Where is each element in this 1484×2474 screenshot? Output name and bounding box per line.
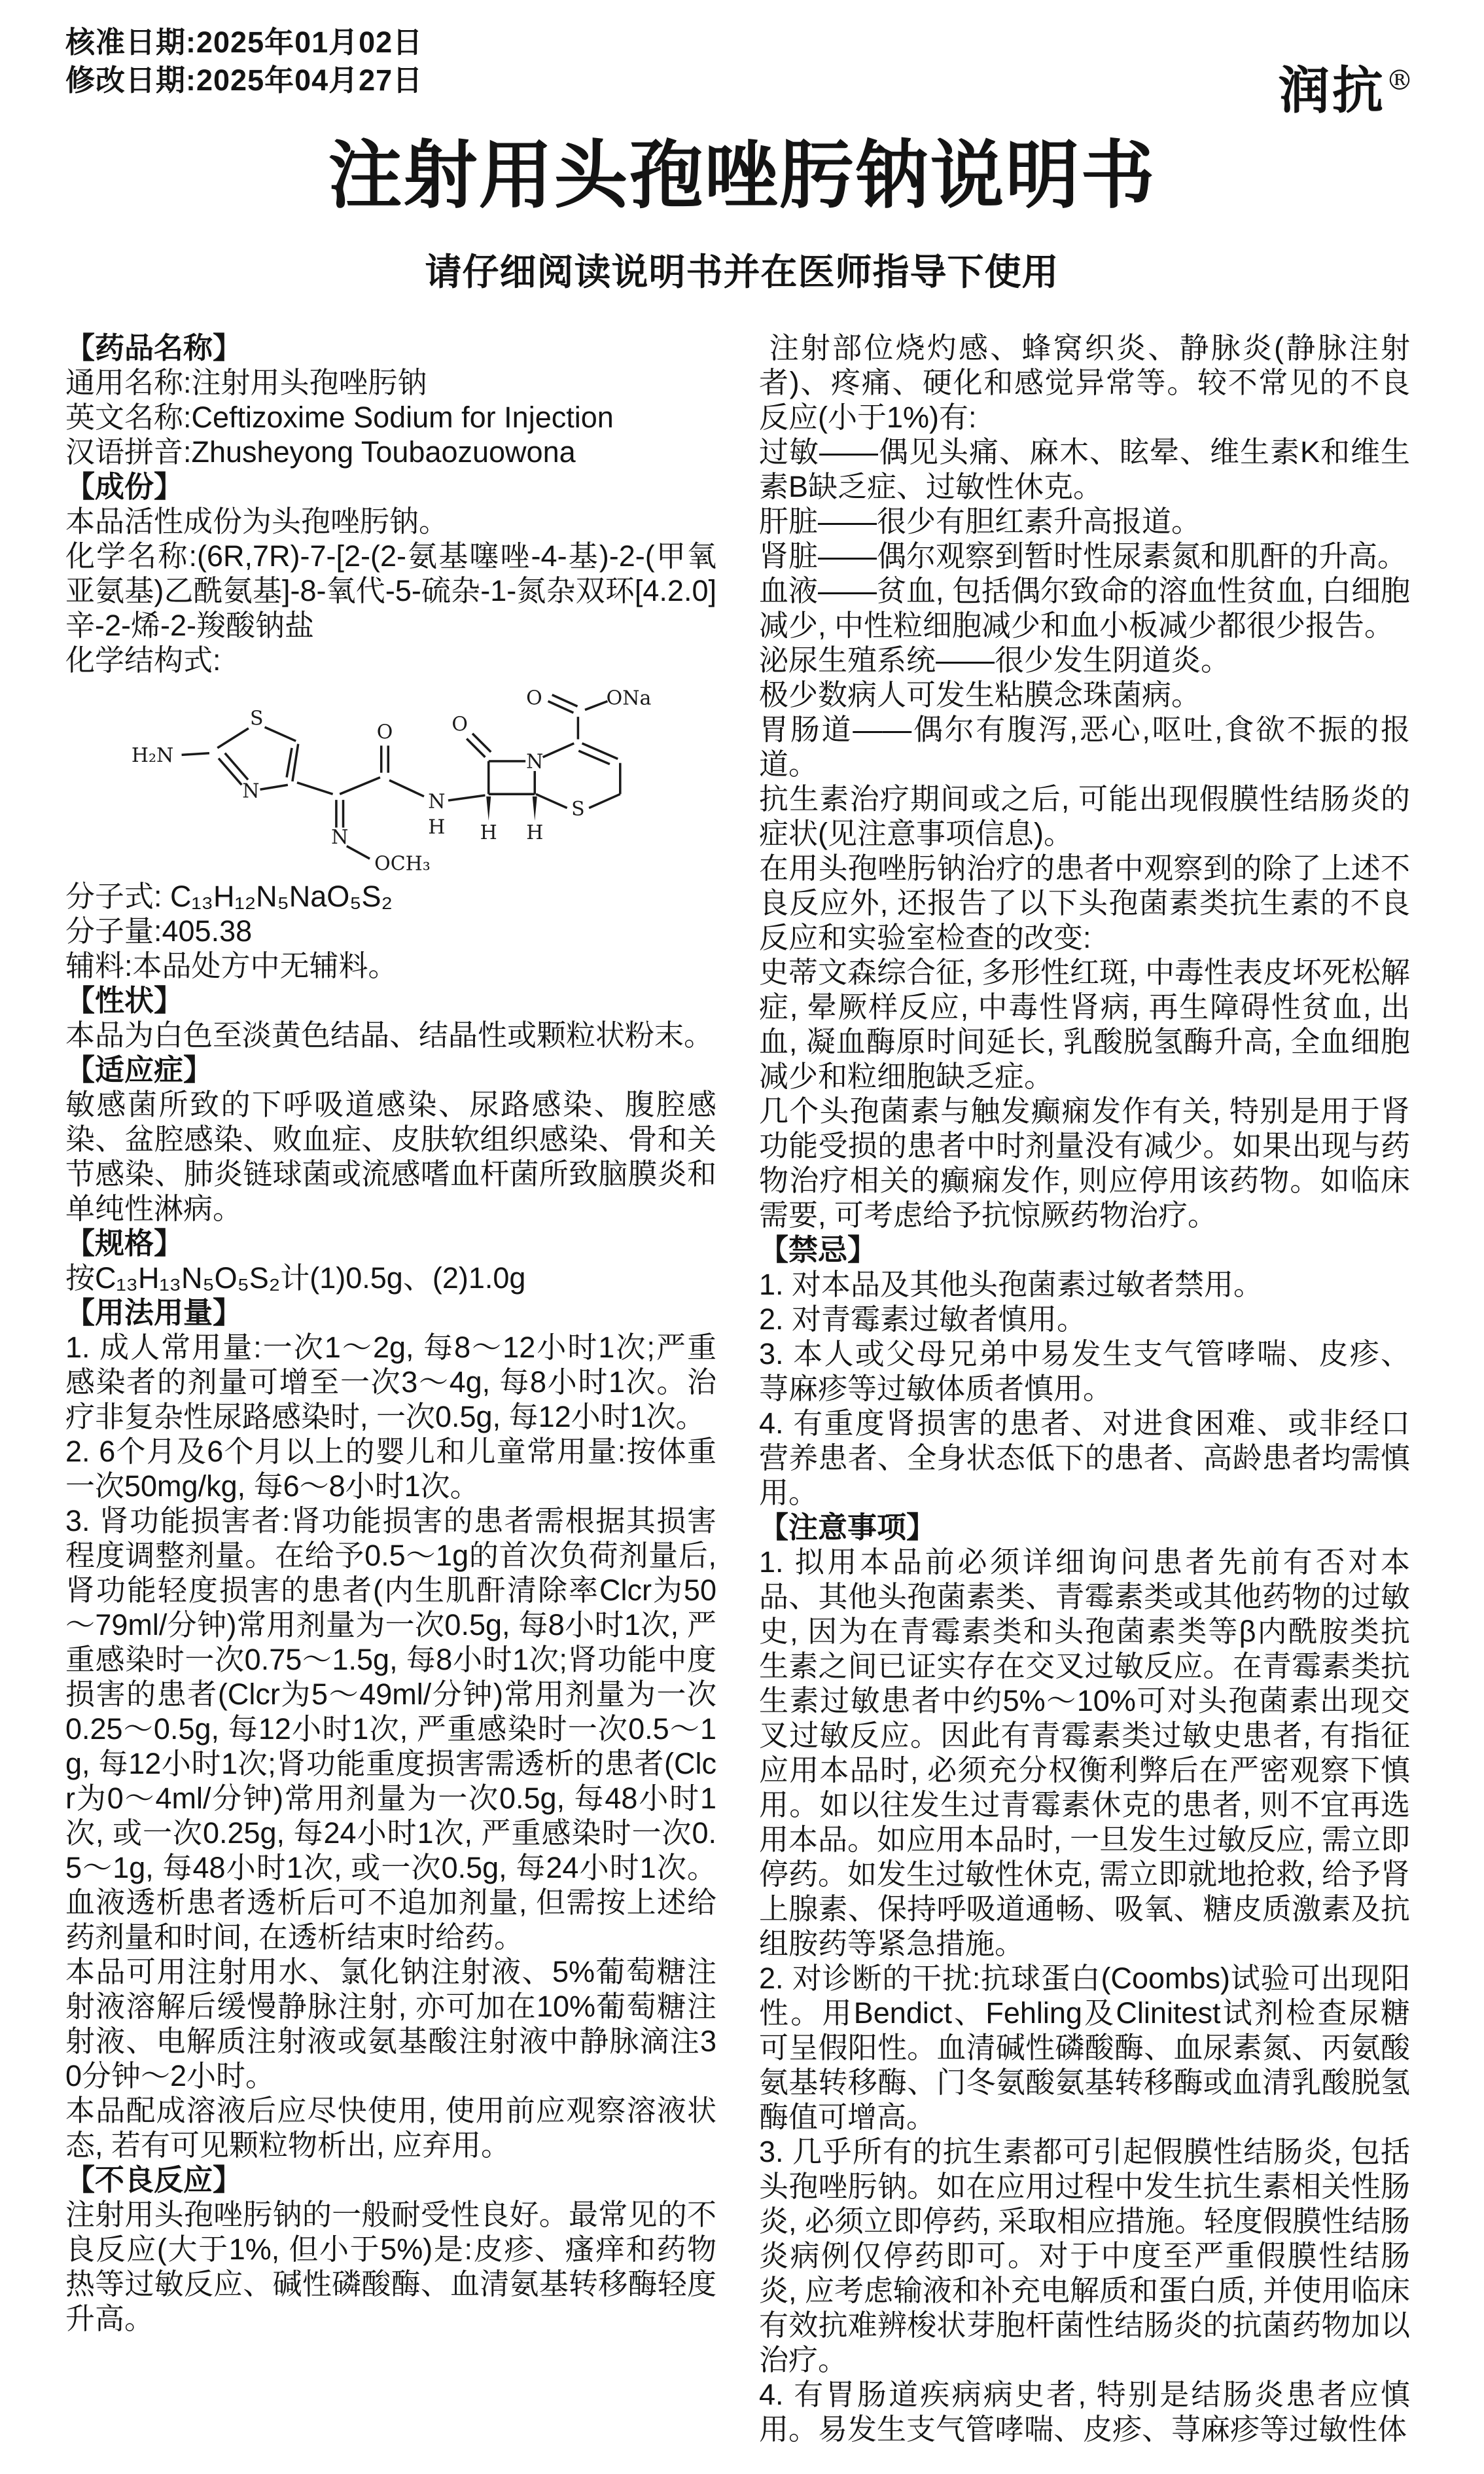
paragraph: 4. 有胃肠道疾病病史者, 特别是结肠炎患者应慎用。易发生支气管哮喘、皮疹、荨麻疹等过敏性体	[759, 2378, 1410, 2446]
paragraph: 1. 成人常用量:一次1～2g, 每8～12小时1次;严重感染者的剂量可增至一次3～4g, 每8小时1次。治疗非复杂性尿路感染时, 一次0.5g, 每12小时1次。	[65, 1331, 716, 1433]
c7-h-label: H	[480, 821, 497, 844]
paragraph: 敏感菌所致的下呼吸道感染、尿路感染、腹腔感染、盆腔感染、败血症、皮肤软组织感染、骨和关节感染、肺炎链球菌或流感嗜血杆菌所致脑膜炎和单纯性淋病。	[65, 1088, 716, 1225]
paragraph: 注射用头孢唑肟钠的一般耐受性良好。最常见的不良反应(大于1%, 但小于5%)是:皮疹、瘙痒和药物热等过敏反应、碱性磷酸酶、血清氨基转移酶轻度升高。	[65, 2198, 716, 2335]
paragraph: 3. 几乎所有的抗生素都可引起假膜性结肠炎, 包括头孢唑肟钠。如在应用过程中发生抗生素相关性肠炎, 必须立即停药, 采取相应措施。轻度假膜性结肠炎病例仅停药即可。对于中度至严重假膜性结肠炎, 应考虑输液和补充电解质和蛋白质, 并使用临床有效抗难辨梭状芽胞杆菌性结肠炎的抗菌药物加以治疗。	[759, 2135, 1411, 2376]
date-block	[65, 24, 423, 99]
section-heading: 【适应症】	[65, 1053, 213, 1086]
carboxyl-o-label: O	[526, 687, 542, 710]
paragraph: 分子量:405.38	[65, 914, 253, 948]
right-column	[759, 331, 1410, 2447]
wedge-bonds	[486, 796, 537, 820]
amide-n-label: N	[428, 789, 446, 813]
paragraph: 4. 有重度肾损害的患者、对进食困难、或非经口营养患者、全身状态低下的患者、高龄患者均需慎用。	[759, 1407, 1410, 1509]
paragraph: 几个头孢菌素与触发癫痫发作有关, 特别是用于肾功能受损的患者中时剂量没有减少。如果出现与药物治疗相关的癫痫发作, 则应停用该药物。如临床需要, 可考虑给予抗惊厥药物治疗。	[759, 1094, 1410, 1232]
paragraph: 化学结构式:	[65, 643, 221, 677]
chemical-structure-drawing	[97, 683, 673, 874]
paragraph: 史蒂文森综合征, 多形性红斑, 中毒性表皮坏死松解症, 晕厥样反应, 中毒性肾病, 再生障碍性贫血, 出血, 凝血酶原时间延长, 乳酸脱氢酶升高, 全血细胞减少和粒细胞缺乏症。	[759, 956, 1411, 1093]
h2n-label: H₂N	[131, 744, 174, 767]
paragraph: 3. 肾功能损害者:肾功能损害的患者需根据其损害程度调整剂量。在给予0.5～1g的首次负荷剂量后, 肾功能轻度损害的患者(内生肌酐清除率Clcr为50～79ml/分钟)常用剂量为一次0.5g, 每8小时1次, 严重感染时一次0.75～1.5g, 每8小时1次;肾功能中度损害的患者(Clcr为5～49ml/分钟)常用剂量为一次0.25～0.5g, 每12小时1次, 严重感染时一次0.5～1g, 每12小时1次;肾功能重度损害需透析的患者(Clcr为0～4ml/分钟)常用剂量为一次0.5g, 每48小时1次, 或一次0.25g, 每24小时1次, 严重感染时一次0.5～1g, 每48小时1次, 或一次0.5g, 每24小时1次。血液透析患者透析后可不追加剂量, 但需按上述给药剂量和时间, 在透析结束时给药。	[65, 1504, 725, 1954]
section-heading: 【成份】	[65, 470, 184, 503]
paragraph: 肾脏——偶尔观察到暂时性尿素氮和肌酐的升高。	[759, 539, 1407, 573]
paragraph: 极少数病人可发生粘膜念珠菌病。	[759, 678, 1201, 711]
registered-trademark-icon: ®	[1386, 64, 1413, 96]
lactam-o-label: O	[451, 712, 468, 736]
paragraph: 2. 对诊断的干扰:抗球蛋白(Coombs)试验可出现阳性。用Bendict、Fehling及Clinitest试剂检查尿糖可呈假阳性。血清碱性磷酸酶、血尿素氮、丙氨酸氨基转移酶、门冬氨酸氨基转移酶或血清乳酸脱氢酶值可增高。	[759, 1962, 1410, 2134]
paragraph: 化学名称:(6R,7R)-7-[2-(2-氨基噻唑-4-基)-2-(甲氧亚氨基)乙酰氨基]-8-氧代-5-硫杂-1-氮杂双环[4.2.0]辛-2-烯-2-羧酸钠盐	[65, 539, 716, 642]
paragraph: 抗生素治疗期间或之后, 可能出现假膜性结肠炎的症状(见注意事项信息)。	[759, 782, 1410, 850]
paragraph: 通用名称:注射用头孢唑肟钠	[65, 366, 427, 399]
paragraph: 肝脏——很少有胆红素升高报道。	[759, 505, 1201, 538]
paragraph: 1. 对本品及其他头孢菌素过敏者禁用。	[759, 1268, 1263, 1301]
paragraph: 过敏——偶见头痛、麻木、眩晕、维生素K和维生素B缺乏症、过敏性休克。	[759, 435, 1410, 503]
brand-logo	[1279, 50, 1413, 123]
paragraph: 分子式: C₁₃H₁₂N₅NaO₅S₂	[65, 880, 393, 913]
paragraph: 本品为白色至淡黄色结晶、结晶性或颗粒状粉末。	[65, 1018, 714, 1052]
amide-o-label: O	[376, 721, 393, 744]
paragraph: 按C₁₃H₁₃N₅O₅S₂计(1)0.5g、(2)1.0g	[65, 1261, 526, 1295]
section-heading: 【注意事项】	[759, 1511, 936, 1544]
approval-date: 核准日期:2025年01月02日	[65, 26, 423, 59]
paragraph: 本品配成溶液后应尽快使用, 使用前应观察溶液状态, 若有可见颗粒物析出, 应弃用。	[65, 2094, 716, 2162]
brand-name: 润抗	[1278, 61, 1386, 120]
paragraph: 2. 对青霉素过敏者慎用。	[759, 1302, 1087, 1336]
paragraph: 1. 拟用本品前必须详细询问患者先前有否对本品、其他头孢菌素类、青霉素类或其他药物的过敏史, 因为在青霉素类和头孢菌素类等β内酰胺类抗生素之间已证实存在交叉过敏反应。在青霉素类抗生素过敏患者中约5%～10%可对头孢菌素出现交叉过敏反应。因此有青霉素类过敏史患者, 有指征应用本品时, 必须充分权衡利弊后在严密观察下慎用。如以往发生过青霉素休克的患者, 则不宜再选用本品。如应用本品时, 一旦发生过敏反应, 需立即停药。如发生过敏性休克, 需立即就地抢救, 给予肾上腺素、保持呼吸道通畅、吸氧、糖皮质激素及抗组胺药等紧急措施。	[759, 1545, 1411, 1960]
paragraph: 血液——贫血, 包括偶尔致命的溶血性贫血, 白细胞减少, 中性粒细胞减少和血小板减少都很少报告。	[759, 574, 1411, 642]
paragraph: 汉语拼音:Zhusheyong Toubaozuowona	[65, 435, 576, 469]
paragraph: 英文名称:Ceftizoxime Sodium for Injection	[65, 401, 614, 434]
left-column	[65, 331, 725, 2447]
section-heading: 【药品名称】	[65, 331, 243, 365]
subtitle: 请仔细阅读说明书并在医师指导下使用	[425, 251, 1059, 293]
c6-h-label: H	[526, 821, 544, 844]
ring-s-label: S	[571, 797, 585, 821]
chemical-structure	[65, 681, 716, 875]
section-heading: 【用法用量】	[65, 1296, 243, 1329]
section-heading: 【规格】	[65, 1227, 184, 1260]
ona-label: ONa	[606, 687, 652, 710]
paragraph: 本品活性成份为头孢唑肟钠。	[65, 505, 449, 538]
section-heading: 【禁忌】	[759, 1233, 877, 1266]
page-title: 注射用头孢唑肟钠说明书	[328, 134, 1156, 217]
section-heading: 【不良反应】	[65, 2163, 243, 2196]
ring-n-label: N	[526, 750, 544, 774]
section-heading: 【性状】	[65, 984, 184, 1017]
paragraph: 泌尿生殖系统——很少发生阴道炎。	[759, 643, 1231, 677]
paragraph: 辅料:本品处方中无辅料。	[65, 949, 398, 982]
paragraph: 注射部位烧灼感、蜂窝织炎、静脉炎(静脉注射者)、疼痛、硬化和感觉异常等。较不常见的不良反应(小于1%)有:	[759, 331, 1410, 434]
two-column-body	[65, 331, 1410, 2447]
paragraph: 本品可用注射用水、氯化钠注射液、5%葡萄糖注射液溶解后缓慢静脉注射, 亦可加在10%葡萄糖注射液、电解质注射液或氨基酸注射液中静脉滴注30分钟～2小时。	[65, 1955, 716, 2092]
paragraph: 2. 6个月及6个月以上的婴儿和儿童常用量:按体重一次50mg/kg, 每6～8小时1次。	[65, 1435, 716, 1503]
thiazole-s-label: S	[249, 706, 264, 730]
bond-lines	[182, 694, 620, 858]
oxime-n-label: N	[331, 825, 349, 849]
paragraph: 胃肠道——偶尔有腹泻,恶心,呕吐,食欲不振的报道。	[759, 713, 1410, 781]
amide-h-label: H	[428, 815, 446, 838]
paragraph: 3. 本人或父母兄弟中易发生支气管哮喘、皮疹、荨麻疹等过敏体质者慎用。	[759, 1337, 1410, 1405]
paragraph: 在用头孢唑肟钠治疗的患者中观察到的除了上述不良反应外, 还报告了以下头孢菌素类抗生素的不良反应和实验室检查的改变:	[759, 852, 1410, 954]
thiazole-n-label: N	[242, 780, 260, 803]
och3-label: OCH₃	[374, 852, 431, 874]
revision-date: 修改日期:2025年04月27日	[65, 63, 423, 97]
